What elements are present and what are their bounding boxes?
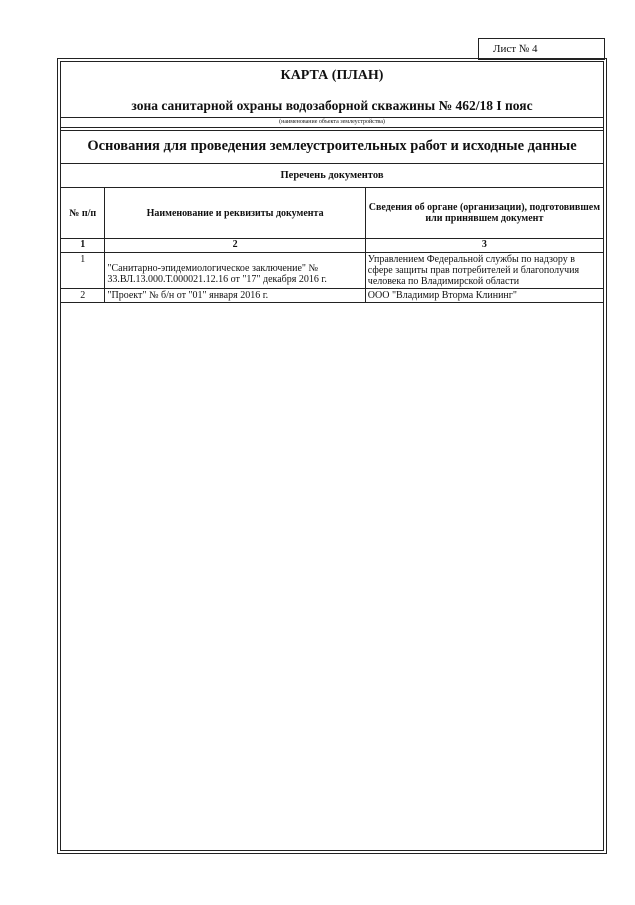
sheet-number-label: Лист № 4	[493, 43, 538, 55]
header-document: Наименование и реквизиты документа	[105, 188, 365, 239]
table-header-row	[61, 188, 604, 239]
divider	[60, 117, 604, 118]
divider	[60, 163, 604, 164]
row-organ: Управлением Федеральной службы по надзору в сфере защиты прав потребителей и благополучия человека по Владимирской области	[365, 253, 603, 289]
column-number-row	[61, 239, 604, 253]
section-title: Основания для проведения землеустроительных работ и исходные данные	[87, 138, 577, 154]
row-number: 2	[61, 289, 105, 303]
sheet-number-box	[478, 38, 605, 60]
table-row	[61, 289, 604, 303]
list-title: Перечень документов	[280, 170, 384, 181]
column-number: 3	[365, 239, 603, 253]
object-name: зона санитарной охраны водозаборной скважины № 462/18 I пояс	[131, 98, 533, 113]
divider	[60, 127, 604, 128]
header-number: № п/п	[61, 188, 105, 239]
row-organ: ООО "Владимир Вторма Клининг"	[365, 289, 603, 303]
map-title: КАРТА (ПЛАН)	[280, 68, 384, 83]
column-number: 2	[105, 239, 365, 253]
documents-table	[60, 187, 604, 303]
header-organ: Сведения об органе (организации), подготовившем или принявшем документ	[365, 188, 603, 239]
row-document: "Проект" № б/н от "01" января 2016 г.	[105, 289, 365, 303]
divider	[60, 130, 604, 131]
row-number: 1	[61, 253, 105, 289]
table-row	[61, 253, 604, 289]
column-number: 1	[61, 239, 105, 253]
row-document: "Санитарно-эпидемиологическое заключение" № 33.ВЛ.13.000.Т.000021.12.16 от "17" декабря 2016 г.	[105, 253, 365, 289]
object-caption: (наименование объекта землеустройства)	[279, 119, 385, 125]
